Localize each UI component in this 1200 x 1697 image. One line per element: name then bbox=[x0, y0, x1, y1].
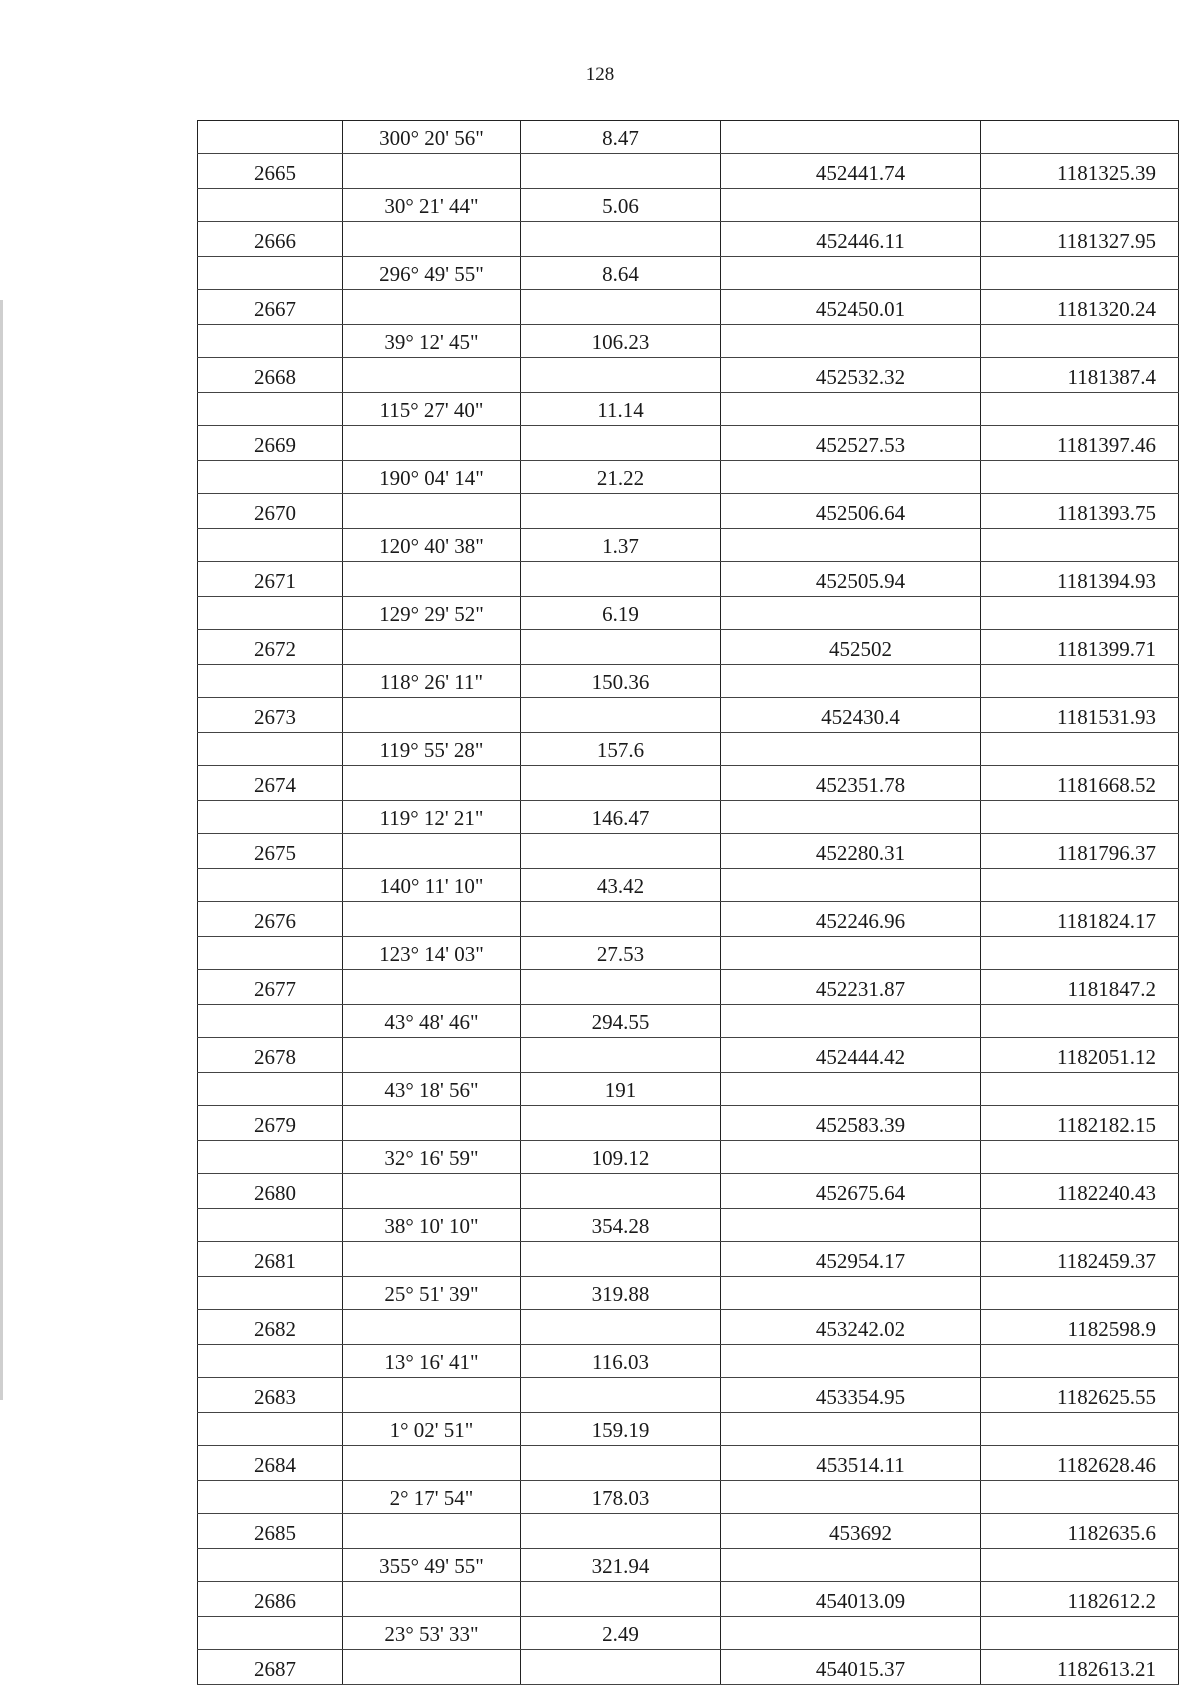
distance-cell bbox=[521, 290, 721, 325]
x-coordinate-cell: 452502 bbox=[721, 630, 981, 665]
y-coordinate-cell: 1182613.21 bbox=[981, 1650, 1179, 1685]
y-coordinate-cell bbox=[981, 937, 1179, 970]
bearing-cell bbox=[343, 290, 521, 325]
bearing-cell: 25° 51' 39" bbox=[343, 1277, 521, 1310]
bearing-cell: 300° 20' 56" bbox=[343, 121, 521, 154]
point-cell bbox=[198, 1549, 343, 1582]
distance-cell: 2.49 bbox=[521, 1617, 721, 1650]
bearing-cell bbox=[343, 766, 521, 801]
distance-cell bbox=[521, 1310, 721, 1345]
point-cell bbox=[198, 869, 343, 902]
x-coordinate-cell bbox=[721, 257, 981, 290]
bearing-cell: 120° 40' 38" bbox=[343, 529, 521, 562]
point-cell bbox=[198, 1481, 343, 1514]
distance-cell: 6.19 bbox=[521, 597, 721, 630]
point-cell: 2682 bbox=[198, 1310, 343, 1345]
point-cell bbox=[198, 1209, 343, 1242]
point-cell bbox=[198, 461, 343, 494]
x-coordinate-cell: 454013.09 bbox=[721, 1582, 981, 1617]
segment-row bbox=[198, 1481, 1179, 1514]
distance-cell: 319.88 bbox=[521, 1277, 721, 1310]
y-coordinate-cell bbox=[981, 1345, 1179, 1378]
bearing-cell: 296° 49' 55" bbox=[343, 257, 521, 290]
point-cell bbox=[198, 529, 343, 562]
segment-row bbox=[198, 665, 1179, 698]
bearing-cell: 119° 12' 21" bbox=[343, 801, 521, 834]
bearing-cell bbox=[343, 1310, 521, 1345]
x-coordinate-cell bbox=[721, 1481, 981, 1514]
point-cell bbox=[198, 733, 343, 766]
segment-row bbox=[198, 869, 1179, 902]
x-coordinate-cell: 453514.11 bbox=[721, 1446, 981, 1481]
scan-margin-shadow bbox=[0, 300, 3, 1400]
segment-row bbox=[198, 325, 1179, 358]
bearing-cell: 129° 29' 52" bbox=[343, 597, 521, 630]
bearing-cell bbox=[343, 1242, 521, 1277]
bearing-cell bbox=[343, 494, 521, 529]
y-coordinate-cell bbox=[981, 189, 1179, 222]
distance-cell: 178.03 bbox=[521, 1481, 721, 1514]
bearing-cell bbox=[343, 970, 521, 1005]
point-row bbox=[198, 358, 1179, 393]
point-row bbox=[198, 562, 1179, 597]
y-coordinate-cell: 1182635.6 bbox=[981, 1514, 1179, 1549]
bearing-cell bbox=[343, 1446, 521, 1481]
point-row bbox=[198, 1514, 1179, 1549]
y-coordinate-cell: 1181325.39 bbox=[981, 154, 1179, 189]
point-cell bbox=[198, 189, 343, 222]
x-coordinate-cell bbox=[721, 1345, 981, 1378]
point-cell: 2672 bbox=[198, 630, 343, 665]
bearing-cell: 38° 10' 10" bbox=[343, 1209, 521, 1242]
y-coordinate-cell bbox=[981, 1413, 1179, 1446]
table-body bbox=[198, 121, 1179, 1685]
y-coordinate-cell bbox=[981, 1005, 1179, 1038]
segment-row bbox=[198, 529, 1179, 562]
bearing-cell bbox=[343, 834, 521, 869]
distance-cell: 321.94 bbox=[521, 1549, 721, 1582]
bearing-cell bbox=[343, 1650, 521, 1685]
x-coordinate-cell bbox=[721, 121, 981, 154]
y-coordinate-cell bbox=[981, 597, 1179, 630]
x-coordinate-cell bbox=[721, 325, 981, 358]
bearing-cell bbox=[343, 358, 521, 393]
x-coordinate-cell: 452430.4 bbox=[721, 698, 981, 733]
segment-row bbox=[198, 1005, 1179, 1038]
point-row bbox=[198, 1650, 1179, 1685]
point-cell: 2671 bbox=[198, 562, 343, 597]
point-cell bbox=[198, 1141, 343, 1174]
bearing-cell: 30° 21' 44" bbox=[343, 189, 521, 222]
x-coordinate-cell bbox=[721, 1549, 981, 1582]
segment-row bbox=[198, 189, 1179, 222]
distance-cell: 354.28 bbox=[521, 1209, 721, 1242]
x-coordinate-cell: 452675.64 bbox=[721, 1174, 981, 1209]
segment-row bbox=[198, 1141, 1179, 1174]
x-coordinate-cell bbox=[721, 1073, 981, 1106]
y-coordinate-cell bbox=[981, 1209, 1179, 1242]
y-coordinate-cell: 1182612.2 bbox=[981, 1582, 1179, 1617]
distance-cell bbox=[521, 630, 721, 665]
point-cell bbox=[198, 1277, 343, 1310]
survey-coordinates-table bbox=[197, 120, 1179, 1685]
bearing-cell: 32° 16' 59" bbox=[343, 1141, 521, 1174]
distance-cell: 159.19 bbox=[521, 1413, 721, 1446]
x-coordinate-cell bbox=[721, 801, 981, 834]
segment-row bbox=[198, 1073, 1179, 1106]
x-coordinate-cell bbox=[721, 597, 981, 630]
bearing-cell bbox=[343, 1378, 521, 1413]
y-coordinate-cell: 1182625.55 bbox=[981, 1378, 1179, 1413]
point-cell: 2668 bbox=[198, 358, 343, 393]
point-row bbox=[198, 426, 1179, 461]
distance-cell bbox=[521, 1038, 721, 1073]
distance-cell bbox=[521, 902, 721, 937]
x-coordinate-cell: 452444.42 bbox=[721, 1038, 981, 1073]
y-coordinate-cell: 1181387.4 bbox=[981, 358, 1179, 393]
bearing-cell: 1° 02' 51" bbox=[343, 1413, 521, 1446]
bearing-cell bbox=[343, 902, 521, 937]
x-coordinate-cell: 452446.11 bbox=[721, 222, 981, 257]
x-coordinate-cell bbox=[721, 1277, 981, 1310]
point-row bbox=[198, 1242, 1179, 1277]
distance-cell bbox=[521, 222, 721, 257]
segment-row bbox=[198, 801, 1179, 834]
y-coordinate-cell bbox=[981, 325, 1179, 358]
y-coordinate-cell: 1182051.12 bbox=[981, 1038, 1179, 1073]
segment-row bbox=[198, 597, 1179, 630]
segment-row bbox=[198, 257, 1179, 290]
point-cell: 2680 bbox=[198, 1174, 343, 1209]
point-row bbox=[198, 1582, 1179, 1617]
point-cell bbox=[198, 121, 343, 154]
point-cell: 2665 bbox=[198, 154, 343, 189]
bearing-cell: 115° 27' 40" bbox=[343, 393, 521, 426]
bearing-cell bbox=[343, 630, 521, 665]
point-row bbox=[198, 834, 1179, 869]
x-coordinate-cell: 454015.37 bbox=[721, 1650, 981, 1685]
point-cell: 2676 bbox=[198, 902, 343, 937]
x-coordinate-cell bbox=[721, 1005, 981, 1038]
point-cell: 2667 bbox=[198, 290, 343, 325]
point-cell: 2685 bbox=[198, 1514, 343, 1549]
distance-cell bbox=[521, 970, 721, 1005]
point-cell bbox=[198, 257, 343, 290]
point-row bbox=[198, 698, 1179, 733]
distance-cell: 109.12 bbox=[521, 1141, 721, 1174]
distance-cell bbox=[521, 1106, 721, 1141]
segment-row bbox=[198, 1617, 1179, 1650]
bearing-cell: 355° 49' 55" bbox=[343, 1549, 521, 1582]
y-coordinate-cell: 1181847.2 bbox=[981, 970, 1179, 1005]
distance-cell: 5.06 bbox=[521, 189, 721, 222]
point-row bbox=[198, 630, 1179, 665]
point-row bbox=[198, 1378, 1179, 1413]
segment-row bbox=[198, 1277, 1179, 1310]
distance-cell bbox=[521, 562, 721, 597]
y-coordinate-cell bbox=[981, 733, 1179, 766]
x-coordinate-cell bbox=[721, 937, 981, 970]
distance-cell bbox=[521, 1514, 721, 1549]
point-cell: 2666 bbox=[198, 222, 343, 257]
x-coordinate-cell: 452583.39 bbox=[721, 1106, 981, 1141]
point-cell: 2681 bbox=[198, 1242, 343, 1277]
survey-coordinates-table-wrapper bbox=[197, 120, 1178, 1685]
point-cell: 2684 bbox=[198, 1446, 343, 1481]
distance-cell: 1.37 bbox=[521, 529, 721, 562]
bearing-cell bbox=[343, 562, 521, 597]
y-coordinate-cell: 1181320.24 bbox=[981, 290, 1179, 325]
x-coordinate-cell bbox=[721, 461, 981, 494]
bearing-cell bbox=[343, 1514, 521, 1549]
point-cell bbox=[198, 325, 343, 358]
point-cell bbox=[198, 1617, 343, 1650]
x-coordinate-cell bbox=[721, 665, 981, 698]
point-row bbox=[198, 1446, 1179, 1481]
x-coordinate-cell bbox=[721, 733, 981, 766]
bearing-cell: 190° 04' 14" bbox=[343, 461, 521, 494]
point-cell: 2670 bbox=[198, 494, 343, 529]
y-coordinate-cell bbox=[981, 393, 1179, 426]
y-coordinate-cell: 1181824.17 bbox=[981, 902, 1179, 937]
y-coordinate-cell: 1182628.46 bbox=[981, 1446, 1179, 1481]
point-cell bbox=[198, 801, 343, 834]
x-coordinate-cell bbox=[721, 393, 981, 426]
y-coordinate-cell: 1181397.46 bbox=[981, 426, 1179, 461]
segment-row bbox=[198, 1549, 1179, 1582]
distance-cell bbox=[521, 766, 721, 801]
y-coordinate-cell bbox=[981, 1549, 1179, 1582]
y-coordinate-cell: 1182240.43 bbox=[981, 1174, 1179, 1209]
y-coordinate-cell bbox=[981, 461, 1179, 494]
point-row bbox=[198, 970, 1179, 1005]
x-coordinate-cell: 452505.94 bbox=[721, 562, 981, 597]
segment-row bbox=[198, 1209, 1179, 1242]
distance-cell bbox=[521, 834, 721, 869]
distance-cell bbox=[521, 1242, 721, 1277]
point-cell: 2678 bbox=[198, 1038, 343, 1073]
point-row bbox=[198, 1310, 1179, 1345]
x-coordinate-cell bbox=[721, 1209, 981, 1242]
point-cell: 2677 bbox=[198, 970, 343, 1005]
segment-row bbox=[198, 733, 1179, 766]
x-coordinate-cell: 452231.87 bbox=[721, 970, 981, 1005]
distance-cell bbox=[521, 358, 721, 393]
distance-cell bbox=[521, 1582, 721, 1617]
y-coordinate-cell bbox=[981, 1481, 1179, 1514]
y-coordinate-cell bbox=[981, 869, 1179, 902]
x-coordinate-cell: 453354.95 bbox=[721, 1378, 981, 1413]
bearing-cell: 43° 48' 46" bbox=[343, 1005, 521, 1038]
distance-cell bbox=[521, 154, 721, 189]
y-coordinate-cell: 1182182.15 bbox=[981, 1106, 1179, 1141]
bearing-cell bbox=[343, 1038, 521, 1073]
y-coordinate-cell: 1181393.75 bbox=[981, 494, 1179, 529]
distance-cell bbox=[521, 1650, 721, 1685]
y-coordinate-cell: 1181399.71 bbox=[981, 630, 1179, 665]
bearing-cell: 43° 18' 56" bbox=[343, 1073, 521, 1106]
x-coordinate-cell bbox=[721, 1413, 981, 1446]
distance-cell: 150.36 bbox=[521, 665, 721, 698]
point-row bbox=[198, 766, 1179, 801]
x-coordinate-cell: 452532.32 bbox=[721, 358, 981, 393]
distance-cell: 294.55 bbox=[521, 1005, 721, 1038]
y-coordinate-cell bbox=[981, 529, 1179, 562]
bearing-cell bbox=[343, 222, 521, 257]
y-coordinate-cell: 1181394.93 bbox=[981, 562, 1179, 597]
distance-cell: 191 bbox=[521, 1073, 721, 1106]
y-coordinate-cell bbox=[981, 801, 1179, 834]
point-row bbox=[198, 222, 1179, 257]
y-coordinate-cell: 1181796.37 bbox=[981, 834, 1179, 869]
distance-cell: 106.23 bbox=[521, 325, 721, 358]
bearing-cell: 39° 12' 45" bbox=[343, 325, 521, 358]
point-cell bbox=[198, 1073, 343, 1106]
point-row bbox=[198, 902, 1179, 937]
page-number: 128 bbox=[585, 64, 615, 85]
point-cell: 2669 bbox=[198, 426, 343, 461]
y-coordinate-cell: 1181327.95 bbox=[981, 222, 1179, 257]
y-coordinate-cell: 1182459.37 bbox=[981, 1242, 1179, 1277]
distance-cell bbox=[521, 698, 721, 733]
x-coordinate-cell: 452450.01 bbox=[721, 290, 981, 325]
x-coordinate-cell bbox=[721, 1617, 981, 1650]
x-coordinate-cell: 452246.96 bbox=[721, 902, 981, 937]
point-row bbox=[198, 154, 1179, 189]
x-coordinate-cell: 452506.64 bbox=[721, 494, 981, 529]
point-cell: 2683 bbox=[198, 1378, 343, 1413]
y-coordinate-cell bbox=[981, 1073, 1179, 1106]
x-coordinate-cell: 452280.31 bbox=[721, 834, 981, 869]
x-coordinate-cell: 452441.74 bbox=[721, 154, 981, 189]
bearing-cell bbox=[343, 1106, 521, 1141]
x-coordinate-cell: 452527.53 bbox=[721, 426, 981, 461]
distance-cell bbox=[521, 426, 721, 461]
segment-row bbox=[198, 461, 1179, 494]
segment-row bbox=[198, 1413, 1179, 1446]
y-coordinate-cell bbox=[981, 665, 1179, 698]
bearing-cell: 2° 17' 54" bbox=[343, 1481, 521, 1514]
distance-cell bbox=[521, 494, 721, 529]
point-cell: 2686 bbox=[198, 1582, 343, 1617]
bearing-cell: 13° 16' 41" bbox=[343, 1345, 521, 1378]
x-coordinate-cell: 453692 bbox=[721, 1514, 981, 1549]
distance-cell: 43.42 bbox=[521, 869, 721, 902]
point-row bbox=[198, 1106, 1179, 1141]
point-cell bbox=[198, 937, 343, 970]
distance-cell: 8.64 bbox=[521, 257, 721, 290]
segment-row bbox=[198, 937, 1179, 970]
distance-cell: 157.6 bbox=[521, 733, 721, 766]
y-coordinate-cell: 1181531.93 bbox=[981, 698, 1179, 733]
bearing-cell bbox=[343, 1582, 521, 1617]
x-coordinate-cell: 452351.78 bbox=[721, 766, 981, 801]
point-row bbox=[198, 494, 1179, 529]
bearing-cell bbox=[343, 154, 521, 189]
point-cell bbox=[198, 665, 343, 698]
point-cell bbox=[198, 597, 343, 630]
point-cell: 2673 bbox=[198, 698, 343, 733]
y-coordinate-cell bbox=[981, 121, 1179, 154]
point-cell bbox=[198, 393, 343, 426]
point-row bbox=[198, 1038, 1179, 1073]
bearing-cell bbox=[343, 698, 521, 733]
point-cell bbox=[198, 1005, 343, 1038]
segment-row bbox=[198, 121, 1179, 154]
bearing-cell: 118° 26' 11" bbox=[343, 665, 521, 698]
distance-cell bbox=[521, 1378, 721, 1413]
x-coordinate-cell bbox=[721, 189, 981, 222]
bearing-cell: 123° 14' 03" bbox=[343, 937, 521, 970]
distance-cell bbox=[521, 1446, 721, 1481]
bearing-cell: 119° 55' 28" bbox=[343, 733, 521, 766]
point-cell: 2674 bbox=[198, 766, 343, 801]
bearing-cell: 140° 11' 10" bbox=[343, 869, 521, 902]
segment-row bbox=[198, 393, 1179, 426]
segment-row bbox=[198, 1345, 1179, 1378]
y-coordinate-cell: 1181668.52 bbox=[981, 766, 1179, 801]
point-cell bbox=[198, 1413, 343, 1446]
y-coordinate-cell bbox=[981, 1277, 1179, 1310]
y-coordinate-cell bbox=[981, 257, 1179, 290]
distance-cell: 11.14 bbox=[521, 393, 721, 426]
bearing-cell bbox=[343, 1174, 521, 1209]
bearing-cell bbox=[343, 426, 521, 461]
point-row bbox=[198, 290, 1179, 325]
y-coordinate-cell bbox=[981, 1617, 1179, 1650]
y-coordinate-cell: 1182598.9 bbox=[981, 1310, 1179, 1345]
point-cell: 2679 bbox=[198, 1106, 343, 1141]
distance-cell: 27.53 bbox=[521, 937, 721, 970]
point-cell: 2675 bbox=[198, 834, 343, 869]
distance-cell: 116.03 bbox=[521, 1345, 721, 1378]
y-coordinate-cell bbox=[981, 1141, 1179, 1174]
bearing-cell: 23° 53' 33" bbox=[343, 1617, 521, 1650]
x-coordinate-cell bbox=[721, 1141, 981, 1174]
x-coordinate-cell bbox=[721, 869, 981, 902]
distance-cell: 146.47 bbox=[521, 801, 721, 834]
point-row bbox=[198, 1174, 1179, 1209]
distance-cell: 21.22 bbox=[521, 461, 721, 494]
x-coordinate-cell: 453242.02 bbox=[721, 1310, 981, 1345]
distance-cell: 8.47 bbox=[521, 121, 721, 154]
x-coordinate-cell bbox=[721, 529, 981, 562]
point-cell bbox=[198, 1345, 343, 1378]
distance-cell bbox=[521, 1174, 721, 1209]
x-coordinate-cell: 452954.17 bbox=[721, 1242, 981, 1277]
point-cell: 2687 bbox=[198, 1650, 343, 1685]
